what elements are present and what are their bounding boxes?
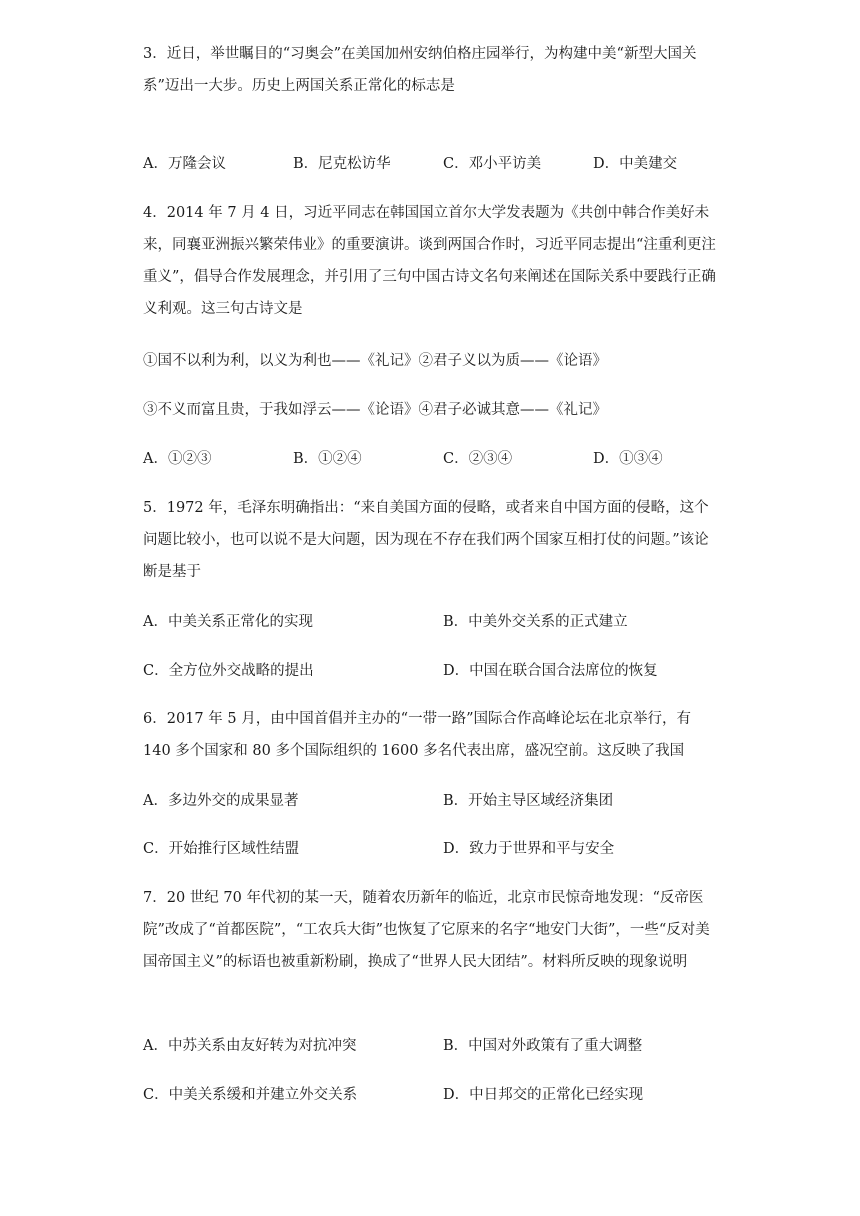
option-a[interactable]: A．万隆会议 [143,156,226,172]
question-7-options-row-2 [143,1083,723,1107]
question-4-stem: 4．2014 年 7 月 4 日，习近平同志在韩国国立首尔大学发表题为《共创中韩合作美好未来，同襄亚洲振兴繁荣伟业》的重要演讲。谈到两国合作时，习近平同志提出“注重利更注重义”，倡导合作发展理念，并引用了三句中国古诗文名句来阐述在国际关系中要践行正确义利观。这三句古诗文是 [143,205,716,317]
question-3-options [143,152,723,176]
option-b[interactable]: B．①②④ [293,451,362,467]
question-5 [143,492,723,588]
option-d[interactable]: D．致力于世界和平与安全 [443,841,615,857]
question-6-stem: 6．2017 年 5 月，由中国首倡并主办的“一带一路”国际合作高峰论坛在北京举行，有 140 多个国家和 80 多个国际组织的 1600 多名代表出席，盛况空前。这反映了我国 [143,711,692,759]
option-c[interactable]: C．②③④ [443,451,513,467]
option-b[interactable]: B．中国对外政策有了重大调整 [443,1038,643,1054]
option-c[interactable]: C．邓小平访美 [443,156,542,172]
question-5-options-row-2 [143,659,723,683]
question-6-options-row-1 [143,789,723,813]
option-a[interactable]: A．①②③ [143,451,212,467]
question-6 [143,703,723,767]
question-4 [143,197,723,325]
option-d[interactable]: D．中日邦交的正常化已经实现 [443,1087,644,1103]
option-c[interactable]: C．中美关系缓和并建立外交关系 [143,1087,358,1103]
option-b[interactable]: B．尼克松访华 [293,156,391,172]
question-5-options-row-1 [143,610,723,634]
option-a[interactable]: A．中苏关系由友好转为对抗冲突 [143,1038,357,1054]
option-b[interactable]: B．中美外交关系的正式建立 [443,614,628,630]
question-3 [143,38,723,102]
option-c[interactable]: C．开始推行区域性结盟 [143,841,300,857]
question-4-statement-line-1: ①国不以利为利，以义为利也——《礼记》②君子义以为质——《论语》 [143,353,607,369]
option-d[interactable]: D．中美建交 [593,156,678,172]
option-d[interactable]: D．①③④ [593,451,663,467]
option-b[interactable]: B．开始主导区域经济集团 [443,793,614,809]
question-4-statement-line-2: ③不义而富且贵，于我如浮云——《论语》④君子必诚其意——《礼记》 [143,402,607,418]
question-7-stem: 7．20 世纪 70 年代初的某一天，随着农历新年的临近，北京市民惊奇地发现：“反帝医院”改成了“首都医院”，“工农兵大街”也恢复了它原来的名字“地安门大街”，一些“反对美国帝国主义”的标语也被重新粉刷，换成了“世界人民大团结”。材料所反映的现象说明 [143,890,710,970]
option-a[interactable]: A．中美关系正常化的实现 [143,614,313,630]
option-d[interactable]: D．中国在联合国合法席位的恢复 [443,663,658,679]
option-c[interactable]: C．全方位外交战略的提出 [143,663,314,679]
question-3-stem: 3．近日，举世瞩目的“习奥会”在美国加州安纳伯格庄园举行，为构建中美“新型大国关系”迈出一大步。历史上两国关系正常化的标志是 [143,46,697,94]
question-6-options-row-2 [143,837,723,861]
question-5-stem: 5．1972 年，毛泽东明确指出：“来自美国方面的侵略，或者来自中国方面的侵略，这个问题比较小，也可以说不是大问题，因为现在不存在我们两个国家互相打仗的问题。”该论断是基于 [143,500,709,580]
question-7-options-row-1 [143,1034,723,1058]
option-a[interactable]: A．多边外交的成果显著 [143,793,299,809]
question-7 [143,882,723,978]
question-4-options [143,447,723,471]
